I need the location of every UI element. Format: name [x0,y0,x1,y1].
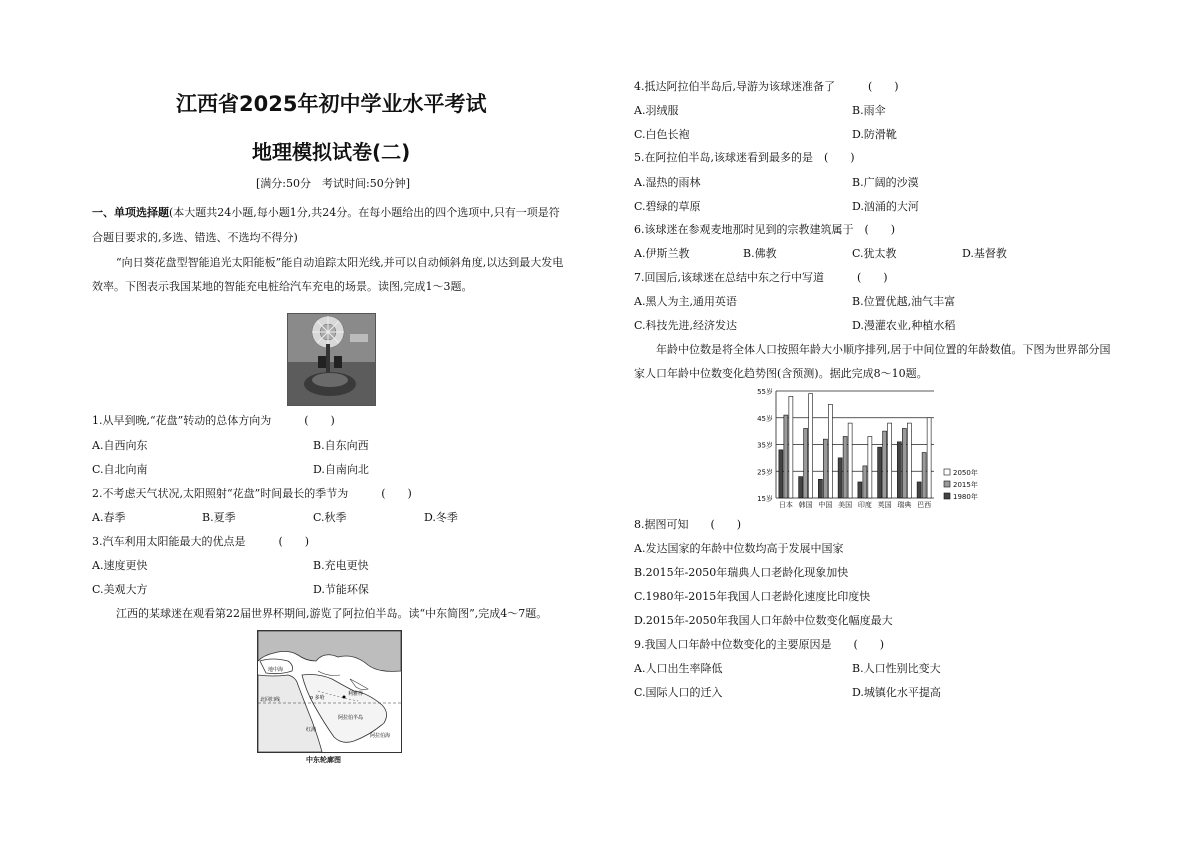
q6-option-c[interactable]: C.犹太教 [852,247,897,260]
x-tick-label: 韩国 [798,501,813,509]
bar-2015年-中国 [823,439,827,498]
q5-option-b[interactable]: B.广阔的沙漠 [852,176,919,189]
q7-option-a[interactable]: A.黑人为主,通用英语 [634,295,737,308]
bar-1980年-巴西 [917,482,921,498]
q9-option-a[interactable]: A.人口出生率降低 [634,662,723,675]
q1-option-b[interactable]: B.自东向西 [313,439,369,452]
q3-option-d[interactable]: D.节能环保 [313,583,369,596]
q2-option-a[interactable]: A.春季 [92,511,126,524]
bar-2050年-印度 [868,436,872,498]
bar-2015年-巴西 [922,453,926,498]
q7-option-b[interactable]: B.位置优越,油气丰富 [852,295,956,308]
q6-option-a[interactable]: A.伊斯兰教 [634,247,690,260]
q9-option-d[interactable]: D.城镇化水平提高 [852,686,941,699]
y-tick-label: 15岁 [757,495,773,503]
bar-2015年-瑞典 [902,428,906,498]
solar-charging-photo [287,313,376,406]
q1-stem: 1.从早到晚,“花盘”转动的总体方向为 ( ) [92,414,335,427]
x-tick-label: 瑞典 [897,501,912,509]
q6-option-b[interactable]: B.佛教 [743,247,777,260]
x-tick-label: 日本 [778,501,793,509]
q4-stem: 4.抵达阿拉伯半岛后,导游为该球迷准备了 ( ) [634,80,899,93]
q7-stem: 7.回国后,该球迷在总结中东之行中写道 ( ) [634,271,888,284]
map-label-peninsula: 阿拉伯半岛 [338,715,364,721]
q7-option-c[interactable]: C.科技先进,经济发达 [634,319,738,332]
map-label-arabian-sea: 阿拉伯海 [370,733,391,739]
bar-1980年-瑞典 [897,442,901,498]
q5-option-a[interactable]: A.湿热的雨林 [634,176,701,189]
bar-2015年-印度 [863,466,867,498]
x-tick-label: 英国 [877,501,892,509]
q3-option-b[interactable]: B.充电更快 [313,559,369,572]
passage2-line1: 江西的某球迷在观看第22届世界杯期间,游览了阿拉伯半岛。读“中东简图”,完成4～7题。 [116,607,548,620]
y-tick-label: 55岁 [757,388,773,396]
q2-option-d[interactable]: D.冬季 [424,511,458,524]
bar-2015年-美国 [843,436,847,498]
passage3-line2: 家人口年龄中位数变化趋势图(含预测)。据此完成8～10题。 [634,367,928,380]
q9-option-b[interactable]: B.人口性别比变大 [852,662,941,675]
q9-option-c[interactable]: C.国际人口的迁入 [634,686,723,699]
bar-2050年-韩国 [809,394,813,498]
exam-title: 江西省2025年初中学业水平考试 [176,92,487,116]
map-label-riyadh: 利雅得 [348,691,364,697]
map-caption: 中东轮廓图 [306,756,341,764]
bar-2015年-日本 [784,415,788,498]
q1-option-d[interactable]: D.自南向北 [313,463,369,476]
bar-1980年-印度 [858,482,862,498]
bar-2050年-美国 [848,423,852,498]
map-label-red-sea: 红海 [306,727,317,733]
legend-label-2015年: 2015年 [953,481,978,489]
q2-option-c[interactable]: C.秋季 [313,511,347,524]
q8-option-a[interactable]: A.发达国家的年龄中位数均高于发展中国家 [634,542,844,555]
passage1-line2: 效率。下图表示我国某地的智能充电桩给汽车充电的场景。读图,完成1～3题。 [92,280,473,293]
passage1-line1: “向日葵花盘型智能追光太阳能板”能自动追踪太阳光线,并可以自动倾斜角度,以达到最大发电 [116,256,564,269]
y-tick-label: 45岁 [757,414,773,423]
q4-option-d[interactable]: D.防滑靴 [852,128,897,141]
q6-option-d[interactable]: D.基督教 [962,247,1007,260]
age-median-chart [752,385,988,513]
q1-option-a[interactable]: A.自西向东 [92,439,148,452]
section-desc-line1 [92,206,560,220]
q4-option-b[interactable]: B.雨伞 [852,104,886,117]
section-heading: 一、单项选择题 [92,206,169,219]
bar-1980年-中国 [818,479,822,498]
q8-option-b[interactable]: B.2015年-2050年瑞典人口老龄化现象加快 [634,566,849,579]
bar-2015年-英国 [883,431,887,498]
x-tick-label: 巴西 [917,501,932,509]
q3-stem: 3.汽车利用太阳能最大的优点是 ( ) [92,535,310,548]
legend-swatch-2015年 [944,481,950,487]
q8-option-c[interactable]: C.1980年-2015年我国人口老龄化速度比印度快 [634,590,871,603]
bar-1980年-英国 [878,447,882,498]
exam-subtitle: 地理模拟试卷(二) [252,140,411,164]
q4-option-c[interactable]: C.白色长袍 [634,128,690,141]
y-tick-label: 35岁 [757,441,773,450]
q1-option-c[interactable]: C.自北向南 [92,463,148,476]
q5-option-c[interactable]: C.碧绿的草原 [634,200,701,213]
bar-2050年-中国 [828,404,832,498]
map-label-mediterranean: 地中海 [268,667,284,673]
q8-option-d[interactable]: D.2015年-2050年我国人口年龄中位数变化幅度最大 [634,614,893,627]
x-tick-label: 印度 [857,501,872,509]
legend-label-2050年: 2050年 [953,469,978,477]
middle-east-map [257,630,402,753]
bar-1980年-韩国 [799,477,803,498]
legend-label-1980年: 1980年 [953,493,978,501]
bar-2050年-瑞典 [907,423,911,498]
q5-option-d[interactable]: D.汹涌的大河 [852,200,919,213]
map-label-doha: o 多哈 [310,695,325,701]
legend-swatch-1980年 [944,493,950,499]
q3-option-c[interactable]: C.美观大方 [92,583,148,596]
q4-option-a[interactable]: A.羽绒服 [634,104,679,117]
x-tick-label: 中国 [818,501,833,509]
bar-2050年-英国 [888,423,892,498]
q7-option-d[interactable]: D.漫灌农业,种植水稻 [852,319,956,332]
q2-option-b[interactable]: B.夏季 [202,511,236,524]
bar-2015年-韩国 [804,428,808,498]
bar-2050年-日本 [789,396,793,498]
q6-stem: 6.该球迷在参观麦地那时见到的宗教建筑属于 ( ) [634,223,896,236]
q5-stem: 5.在阿拉伯半岛,该球迷看到最多的是 ( ) [634,151,855,164]
passage3-line1: 年龄中位数是将全体人口按照年龄大小顺序排列,居于中间位置的年龄数值。下图为世界部分国 [656,343,1111,356]
y-tick-label: 25岁 [757,468,773,477]
x-tick-label: 美国 [838,501,853,509]
bar-1980年-美国 [838,458,842,498]
legend-swatch-2050年 [944,469,950,475]
exam-meta: [满分:50分 考试时间:50分钟] [256,177,410,190]
q8-stem: 8.据图可知 ( ) [634,518,742,531]
bar-1980年-日本 [779,450,783,498]
map-label-tropic: 北回归线 [260,697,281,703]
q3-option-a[interactable]: A.速度更快 [92,559,148,572]
section-desc-line2: 合题目要求的,多选、错选、不选均不得分) [92,231,298,244]
bar-2050年-巴西 [927,418,931,498]
section-desc: (本大题共24小题,每小题1分,共24分。在每小题给出的四个选项中,只有一项是符 [169,206,560,219]
q2-stem: 2.不考虑天气状况,太阳照射“花盘”时间最长的季节为 ( ) [92,487,412,500]
q9-stem: 9.我国人口年龄中位数变化的主要原因是 ( ) [634,638,885,651]
